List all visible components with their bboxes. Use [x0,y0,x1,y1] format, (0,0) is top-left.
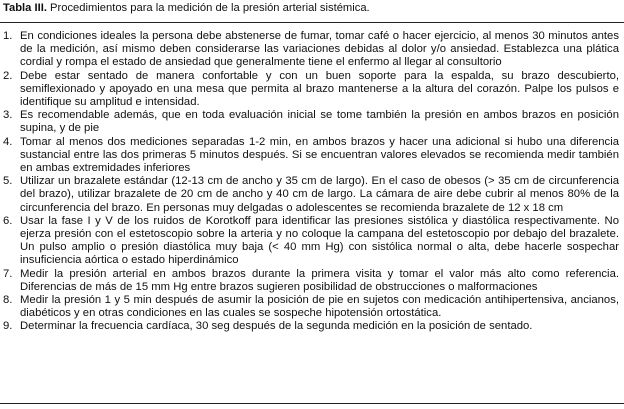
item-text: Medir la presión 1 y 5 min después de asumir la posición de pie en sujetos con medicación antihipertensiva, ancianos, diabéticos y en otras condiciones en las cuales se sospeche hipotensión ortostática. [20,294,619,320]
item-text: Utilizar un brazalete estándar (12-13 cm de ancho y 35 cm de largo). En el caso de obesos (> 35 cm de circunferencia del brazo), utilizar brazalete de 20 cm de ancho y 40 cm de largo. La cámara de aire debe cubrir al menos 80% de la circunferencia del brazo. En personas muy delgadas o adolescentes se recomienda brazalete de 12 x 18 cm [20,175,619,214]
item-text: Tomar al menos dos mediciones separadas 1-2 min, en ambos brazos y hacer una adicional si hubo una diferencia sustancial entre las dos primeras 5 minutos después. Si se encuentran valores elevados se recomienda medir también en ambas extremidades inferiores [20,135,619,175]
item-number: 5. [3,175,13,188]
item-text: Medir la presión arterial en ambos brazos durante la primera visita y tomar el valor más alto como referencia. Diferencias de más de 15 mm Hg entre brazos sugieren posibilidad de obstrucciones o malformaciones [20,267,619,293]
top-rule [0,22,624,23]
list-item [0,294,619,320]
list-item [0,70,619,110]
item-text: Determinar la frecuencia cardíaca, 30 seg después de la segunda medición en la posición de sentado. [20,320,533,333]
list-item [0,215,619,268]
list-item [0,109,619,135]
procedure-list [0,30,624,334]
item-number: 9. [3,320,13,333]
table-label: Tabla III. [3,2,47,14]
item-number: 1. [3,30,13,42]
list-item [0,30,619,70]
bottom-rule [0,403,624,404]
list-item [0,175,619,215]
table-caption [3,2,618,15]
item-number: 8. [3,294,13,307]
item-text: Es recomendable además, que en toda evaluación inicial se tome también la presión en ambos brazos en posición supina, y de pie [20,109,619,135]
list-item [0,136,619,176]
item-number: 4. [3,135,13,148]
item-number: 6. [3,214,13,227]
item-number: 2. [3,69,13,82]
item-text: En condiciones ideales la persona debe abstenerse de fumar, tomar café o hacer ejercicio, al menos 30 minutos antes de la medición, así mismo deben considerarse las variaciones debidas al dolor y/o ansiedad. Establezca una plática cordial y rompa el estado de ansiedad que generalmente tiene el enfermo al llegar al consultorio [20,30,619,69]
table-title: Procedimientos para la medición de la presión arterial sistémica. [46,2,370,14]
list-item [0,268,619,294]
item-number: 3. [3,109,13,122]
item-number: 7. [3,267,13,280]
list-item [0,320,619,333]
item-text: Debe estar sentado de manera confortable y con un buen soporte para la espalda, su brazo descubierto, semiflexionado y apoyado en una mesa que permita al brazo mantenerse a la altura del corazón. Palpe los pulsos e identifique su amplitud e intensidad. [20,69,619,109]
item-text: Usar la fase I y V de los ruidos de Korotkoff para identificar las presiones sistólica y diastólica respectivamente. No ejerza presión con el estetoscopio sobre la arteria y no coloque la campana del estetoscopio por debajo del brazalete. Un pulso amplio o presión diastólica muy baja (< 40 mm Hg) con sistólica normal o alta, debe hacerle sospechar insuficiencia aórtica o estado hiperdinámico [20,214,619,267]
